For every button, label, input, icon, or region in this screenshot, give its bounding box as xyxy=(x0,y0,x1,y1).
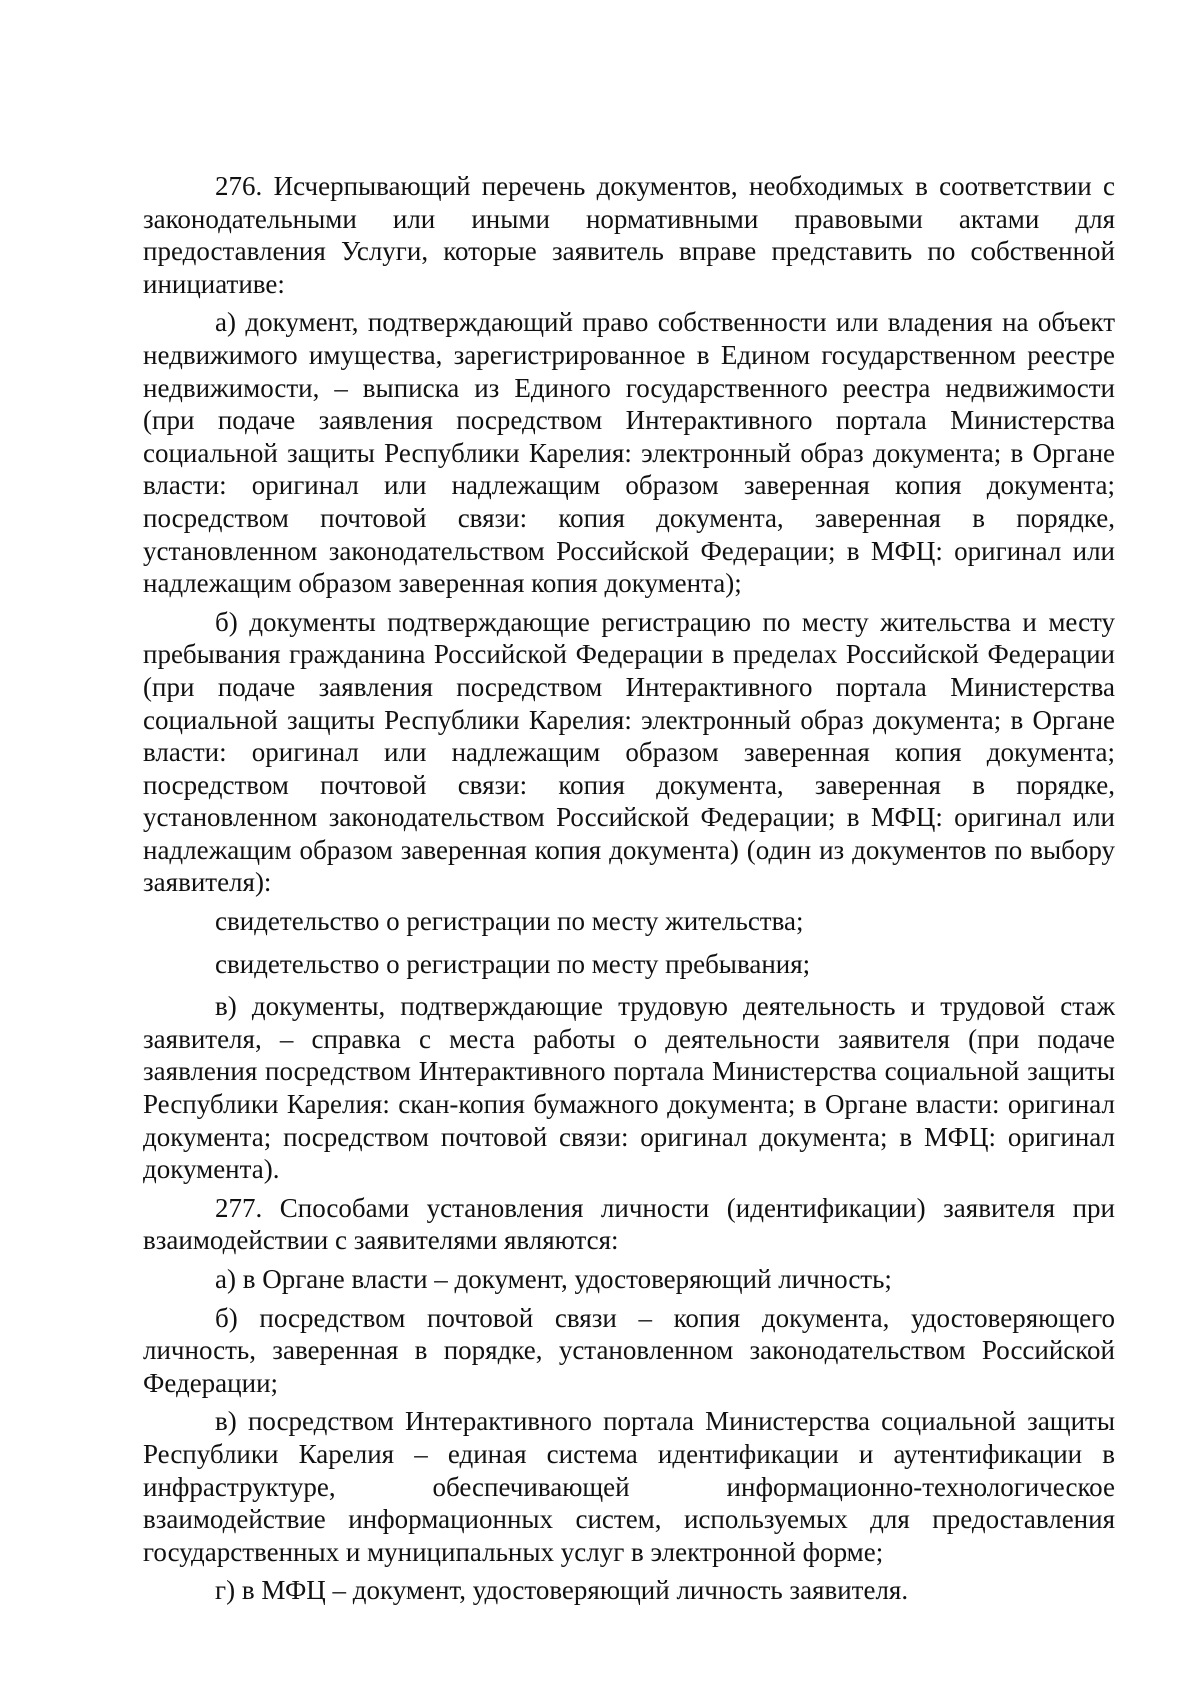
paragraph-277-b: б) посредством почтовой связи – копия документа, удостоверяющего личность, заверенная в порядке, установленном законодательством Российской Федерации; xyxy=(143,1302,1115,1398)
paragraph-277-a: а) в Органе власти – документ, удостоверяющий личность; xyxy=(215,1264,892,1294)
paragraph-276-v: в) документы, подтверждающие трудовую деятельность и трудовой стаж заявителя, – справка с места работы о деятельности заявителя (при подаче заявления посредством Интерактивного портала Министерства социальной защиты Республики Карелия: скан-копия бумажного документа; в Органе власти: оригинал документа; посредством почтовой связи: оригинал документа; в МФЦ: оригинал документа). xyxy=(143,991,1115,1185)
paragraph-277-v: в) посредством Интерактивного портала Министерства социальной защиты Республики Карелия – единая система идентификации и аутентификации в инфраструктуре, обеспечивающей информационно-технологическое взаимодействие информационных систем, используемых для предоставления государственных и муниципальных услуг в электронной форме; xyxy=(143,1406,1115,1567)
paragraph-277: 277. Способами установления личности (идентификации) заявителя при взаимодействии с заявителями являются: xyxy=(143,1192,1115,1256)
paragraph-276-a: а) документ, подтверждающий право собственности или владения на объект недвижимого имущества, зарегистрированное в Едином государственном реестре недвижимости, – выписка из Единого государственного реестра недвижимости (при подаче заявления посредством Интерактивного портала Министерства социальной защиты Республики Карелия: электронный образ документа; в Органе власти: оригинал или надлежащим образом заверенная копия документа; посредством почтовой связи: копия документа, заверенная в порядке, установленном законодательством Российской Федерации; в МФЦ: оригинал или надлежащим образом заверенная копия документа); xyxy=(143,307,1115,599)
document-body xyxy=(143,170,1115,1607)
paragraph-276: 276. Исчерпывающий перечень документов, необходимых в соответствии с законодательными или иными нормативными правовыми актами для предоставления Услуги, которые заявитель вправе представить по собственной инициативе: xyxy=(143,171,1115,299)
paragraph-276-b-item-1: свидетельство о регистрации по месту жительства; xyxy=(215,906,804,937)
paragraph-277-g: г) в МФЦ – документ, удостоверяющий личность заявителя. xyxy=(215,1575,909,1606)
paragraph-276-b-item-2: свидетельство о регистрации по месту пребывания; xyxy=(215,948,811,979)
paragraph-276-b: б) документы подтверждающие регистрацию по месту жительства и месту пребывания гражданина Российской Федерации в пределах Российской Федерации (при подаче заявления посредством Интерактивного портала Министерства социальной защиты Республики Карелия: электронный образ документа; в Органе власти: оригинал или надлежащим образом заверенная копия документа; посредством почтовой связи: копия документа, заверенная в порядке, установленном законодательством Российской Федерации; в МФЦ: оригинал или надлежащим образом заверенная копия документа) (один из документов по выбору заявителя): xyxy=(143,606,1115,898)
